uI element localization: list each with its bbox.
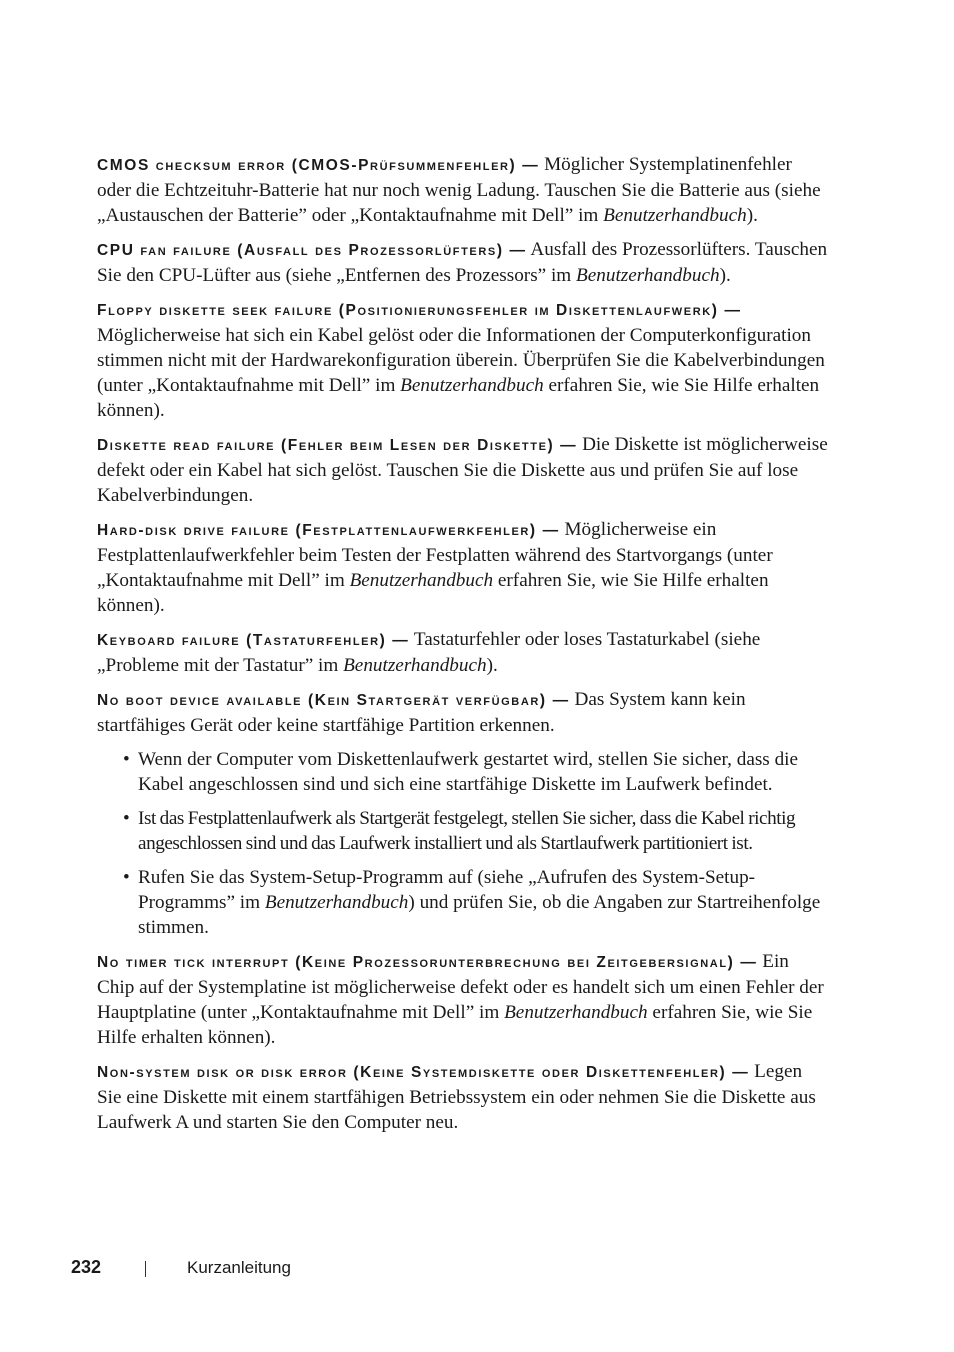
entry-cpu-fan	[97, 237, 829, 288]
boot-device-checklist	[97, 747, 829, 940]
entry-text: Möglicherweise hat sich ein Kabel gelöst oder die Informationen der Computerkonfiguration stimmen nicht mit der Hardwarekonfiguration überein. Überprüfen Sie die Kabelverbindungen (unter „Kontaktaufnahme mit Dell” im	[97, 325, 825, 396]
entry-text: Das System kann kein startfähiges Gerät oder keine startfähige Partition erkennen.	[97, 689, 746, 736]
document-body	[97, 152, 829, 1144]
entry-term: CPU fan failure (Ausfall des Prozessorlüfters) —	[97, 242, 527, 259]
entry-reference: Benutzerhandbuch	[504, 1002, 648, 1023]
entry-no-timer-tick	[97, 949, 829, 1050]
entry-reference: Benutzerhandbuch	[349, 570, 494, 591]
entry-term: CMOS checksum error (CMOS-Prüfsummenfehler) —	[97, 157, 540, 174]
entry-text: Möglicher Systemplatinenfehler oder die Echtzeituhr-Batterie hat nur noch wenig Ladung. Tauschen Sie die Batterie aus (siehe „Austauschen der Batterie” oder „Kontaktaufnahme mit Dell” im	[97, 154, 821, 226]
entry-text-end: ).	[746, 205, 758, 226]
entry-no-boot-device	[97, 687, 829, 738]
entry-text-end: ).	[719, 265, 731, 286]
entry-text-end: erfahren Sie, wie Sie Hilfe erhalten können).	[97, 375, 820, 421]
entry-reference: Benutzerhandbuch	[400, 375, 544, 396]
footer-divider	[145, 1261, 146, 1277]
entry-non-system-disk	[97, 1059, 829, 1135]
entry-term: No timer tick interrupt (Keine Prozessorunterbrechung bei Zeitgebersignal) —	[97, 954, 758, 971]
list-item-text: Rufen Sie das System-Setup-Programm auf (siehe „Aufrufen des System-Setup-Programms” im	[138, 867, 756, 913]
entry-text-end: ).	[486, 655, 498, 676]
entry-text: Ein Chip auf der Systemplatine ist möglicherweise defekt oder es handelt sich um einen Fehler der Hauptplatine (unter „Kontaktaufnahme mit Dell” im	[97, 951, 824, 1023]
entry-term: Non-system disk or disk error (Keine Systemdiskette oder Diskettenfehler) —	[97, 1064, 750, 1081]
list-item-text: Ist das Festplattenlaufwerk als Startgerät festgelegt, stellen Sie sicher, dass die Kabel richtig angeschlossen sind und das Laufwerk installiert und als Startlaufwerk partitioniert ist.	[138, 808, 796, 854]
entry-floppy-seek	[97, 297, 829, 423]
entry-diskette-read	[97, 432, 829, 508]
entry-text: Tastaturfehler oder loses Tastaturkabel (siehe „Probleme mit der Tastatur” im	[97, 629, 761, 676]
entry-cmos-checksum	[97, 152, 829, 228]
entry-keyboard	[97, 627, 829, 678]
entry-term: Floppy diskette seek failure (Positionierungsfehler im Diskettenlaufwerk) —	[97, 302, 742, 319]
entry-reference: Benutzerhandbuch	[603, 205, 747, 226]
entry-hard-disk	[97, 517, 829, 618]
entry-reference: Benutzerhandbuch	[343, 655, 487, 676]
entry-term: Keyboard failure (Tastaturfehler) —	[97, 632, 410, 649]
page-number: 232	[71, 1257, 102, 1277]
entry-term: Hard-disk drive failure (Festplattenlaufwerkfehler) —	[97, 522, 560, 539]
list-item	[97, 747, 829, 797]
entry-text: Ausfall des Prozessorlüfters. Tauschen Sie den CPU-Lüfter aus (siehe „Entfernen des Prozessors” im	[97, 239, 828, 286]
footer-section-title: Kurzanleitung	[187, 1258, 291, 1277]
list-item-text: Wenn der Computer vom Diskettenlaufwerk gestartet wird, stellen Sie sicher, dass die Kabel angeschlossen sind und sich eine startfähige Diskette im Laufwerk befindet.	[138, 749, 799, 795]
list-item	[97, 865, 829, 940]
entry-text: Legen Sie eine Diskette mit einem startfähigen Betriebssystem ein oder nehmen Sie die Diskette aus Laufwerk A und starten Sie den Computer neu.	[97, 1061, 816, 1133]
entry-term: No boot device available (Kein Startgerät verfügbar) —	[97, 692, 570, 709]
entry-reference: Benutzerhandbuch	[576, 265, 720, 286]
list-item-reference: Benutzerhandbuch	[264, 892, 409, 913]
list-item-text-end: ) und prüfen Sie, ob die Angaben zur Startreihenfolge stimmen.	[138, 892, 821, 938]
entry-text-end: erfahren Sie, wie Sie Hilfe erhalten können).	[97, 570, 769, 616]
entry-text: Die Diskette ist möglicherweise defekt oder ein Kabel hat sich gelöst. Tauschen Sie die Diskette aus und prüfen Sie auf lose Kabelverbindungen.	[97, 434, 828, 506]
list-item	[97, 806, 829, 856]
entry-text: Möglicherweise ein Festplattenlaufwerkfehler beim Testen der Festplatten während des Startvorgangs (unter „Kontaktaufnahme mit Dell” im	[97, 519, 773, 591]
entry-text-end: erfahren Sie, wie Sie Hilfe erhalten können).	[97, 1002, 813, 1048]
entry-term: Diskette read failure (Fehler beim Lesen der Diskette) —	[97, 437, 578, 454]
